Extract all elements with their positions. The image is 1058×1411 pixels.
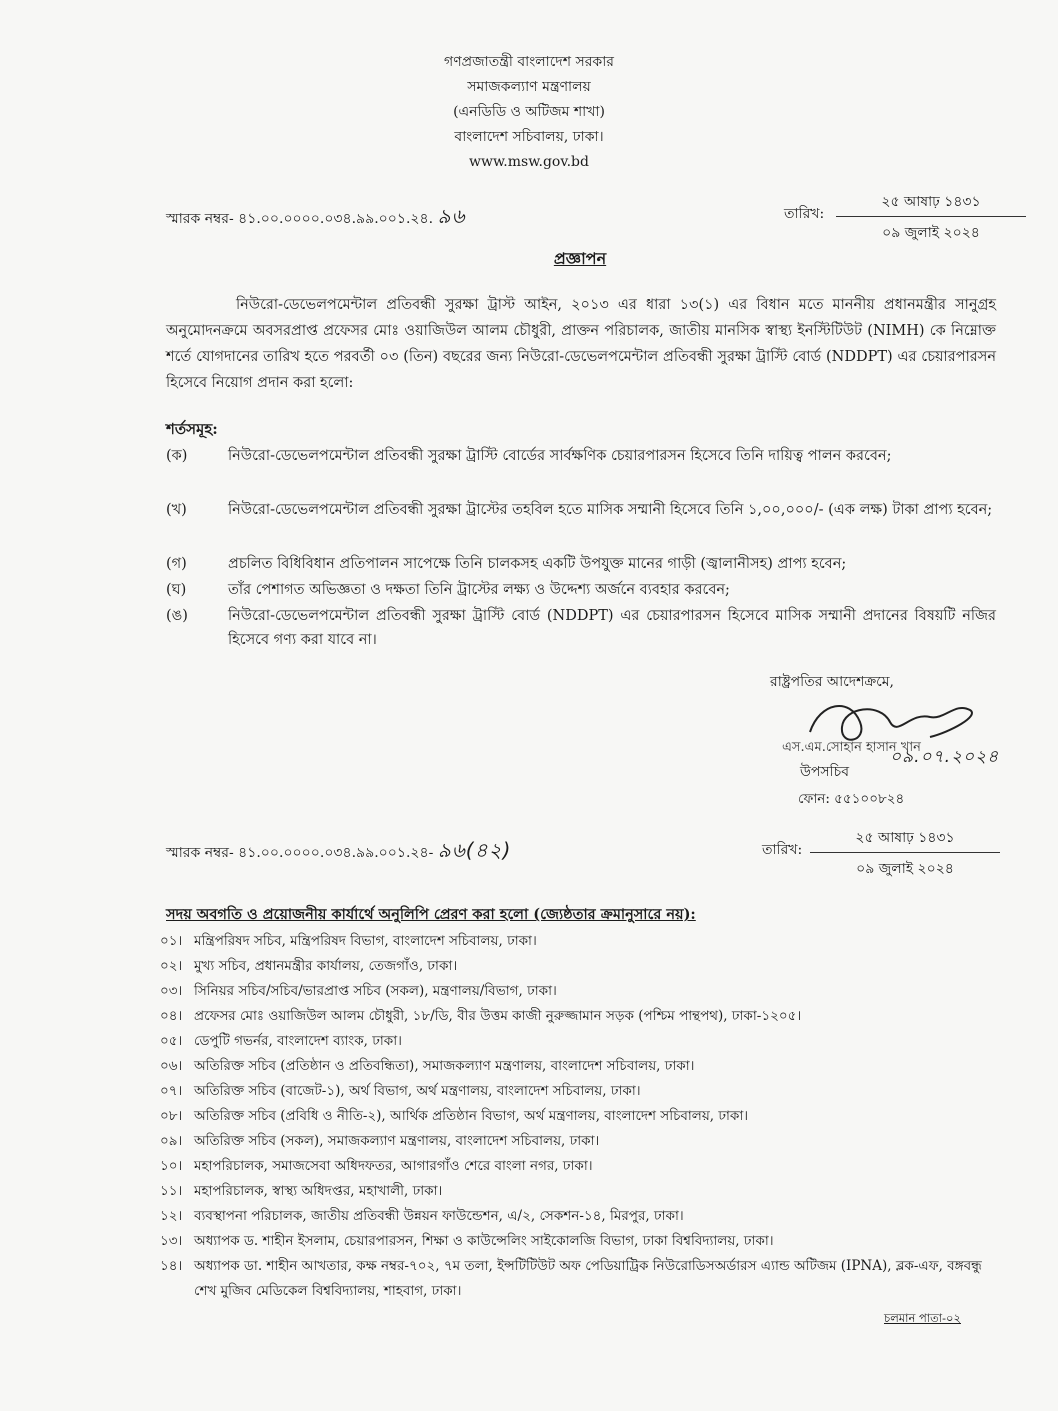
memo-date-2 [810,826,1000,881]
distribution-item [160,1254,990,1304]
distribution-item [160,1229,990,1254]
distribution-item [160,929,990,954]
condition-label: (ঘ) [166,582,187,598]
memo-ref-1-label: স্মারক নম্বর- ৪১.০০.০০০০.০৩৪.৯৯.০০১.২৪. [166,211,434,227]
condition-label: (গ) [166,556,187,572]
memo-ref-1-handwritten: ৯৬ [437,204,466,228]
distribution-text: মন্ত্রিপরিষদ সচিব, মন্ত্রিপরিষদ বিভাগ, বাংলাদেশ সচিবালয়, ঢাকা। [194,933,537,949]
continuation-note: চলমান পাতা-০২ [884,1311,961,1325]
distribution-item [160,1179,990,1204]
distribution-number: ০৩। [160,983,183,999]
memo-date-1-english: ০৯ জুলাই ২০২৪ [882,225,980,241]
distribution-number: ১০। [160,1158,183,1174]
distribution-text: অধ্যাপক ডা. শাহীন আখতার, কক্ষ নম্বর-৭০২, ৭ম তলা, ইন্সটিটিউট অফ পেডিয়াট্রিক নিউরোডিসঅর্ডারস এ্যান্ড অটিজম (IPNA), ব্লক-এফ, বঙ্গবন্ধু শেখ মুজিব মেডিকেল বিশ্ববিদ্যালয়, শাহবাগ, ঢাকা। [194,1258,982,1299]
distribution-text: ব্যবস্থাপনা পরিচালক, জাতীয় প্রতিবন্ধী উন্নয়ন ফাউন্ডেশন, এ/২, সেকশন-১৪, মিরপুর, ঢাকা। [194,1208,684,1224]
condition-label: (ক) [166,448,188,464]
condition-item [166,444,996,468]
distribution-list [160,929,990,1304]
header-website[interactable]: www.msw.gov.bd [469,154,589,170]
memo-date-1-label: তারিখ: [784,206,825,222]
condition-item [166,604,996,652]
distribution-number: ০২। [160,958,183,974]
condition-text: নিউরো-ডেভেলপমেন্টাল প্রতিবন্ধী সুরক্ষা ট্রাস্টি বোর্ডের সার্বক্ষণিক চেয়ারপারসন হিসেবে তিনি দায়িত্ব পালন করবেন; [228,448,892,464]
memo-date-2-english: ০৯ জুলাই ২০২৪ [856,861,954,877]
distribution-item [160,1079,990,1104]
distribution-text: মুখ্য সচিব, প্রধানমন্ত্রীর কার্যালয়, তেজগাঁও, ঢাকা। [194,958,458,974]
distribution-number: ০৮। [160,1108,183,1124]
header-government: গণপ্রজাতন্ত্রী বাংলাদেশ সরকার [444,54,614,70]
distribution-item [160,1104,990,1129]
distribution-text: অতিরিক্ত সচিব (প্রতিষ্ঠান ও প্রতিবন্ধিতা), সমাজকল্যাণ মন্ত্রণালয়, বাংলাদেশ সচিবালয়, ঢাকা। [194,1058,695,1074]
distribution-text: মহাপরিচালক, সমাজসেবা অধিদফতর, আগারগাঁও শেরে বাংলা নগর, ঢাকা। [194,1158,593,1174]
memo-ref-1 [166,202,466,235]
body-paragraph: নিউরো-ডেভেলপমেন্টাল প্রতিবন্ধী সুরক্ষা ট্রাস্ট আইন, ২০১৩ এর ধারা ১৩(১) এর বিধান মতে মাননীয় প্রধানমন্ত্রীর সানুগ্রহ অনুমোদনক্রমে অবসরপ্রাপ্ত প্রফেসর মোঃ ওয়াজিউল আলম চৌধুরী, প্রাক্তন পরিচালক, জাতীয় মানসিক স্বাস্থ্য ইনস্টিটিউট (NIMH) কে নিম্নোক্ত শর্তে যোগদানের তারিখ হতে পরবর্তী ০৩ (তিন) বছরের জন্য নিউরো-ডেভেলপমেন্টাল প্রতিবন্ধী সুরক্ষা ট্রাস্টি বোর্ড (NDDPT) এর চেয়ারপারসন হিসেবে নিয়োগ প্রদান করা হলো: [166,297,996,391]
distribution-number: ১১। [160,1183,183,1199]
signatory-name: এস.এম.সোহান হাসান খান [782,740,921,755]
memo-date-2-bangla: ২৫ আষাঢ় ১৪৩১ [855,830,955,846]
distribution-item [160,979,990,1004]
header-branch: (এনডিডি ও অটিজম শাখা) [453,104,605,120]
distribution-text: অতিরিক্ত সচিব (বাজেট-১), অর্থ বিভাগ, অর্থ মন্ত্রণালয়, বাংলাদেশ সচিবালয়, ঢাকা। [194,1083,641,1099]
order-line: রাষ্ট্রপতির আদেশক্রমে, [770,674,894,690]
condition-item [166,498,996,522]
condition-item [166,552,996,576]
distribution-number: ০৬। [160,1058,183,1074]
condition-text: নিউরো-ডেভেলপমেন্টাল প্রতিবন্ধী সুরক্ষা ট্রাস্টি বোর্ড (NDDPT) এর চেয়ারপারসন হিসেবে মাসিক সম্মানী প্রদানের বিষয়টি নজির হিসেবে গণ্য করা যাবে না। [228,608,996,648]
distribution-number: ০৪। [160,1008,183,1024]
distribution-item [160,1154,990,1179]
memo-ref-2 [166,836,511,869]
header-address: বাংলাদেশ সচিবালয়, ঢাকা। [454,129,604,145]
distribution-text: অতিরিক্ত সচিব (সকল), সমাজকল্যাণ মন্ত্রণালয়, বাংলাদেশ সচিবালয়, ঢাকা। [194,1133,600,1149]
distribution-text: অধ্যাপক ড. শাহীন ইসলাম, চেয়ারপারসন, শিক্ষা ও কাউন্সেলিং সাইকোলজি বিভাগ, ঢাকা বিশ্ববিদ্যালয়, ঢাকা। [194,1233,774,1249]
memo-date-1 [836,190,1026,245]
condition-label: (ঙ) [166,608,188,624]
memo-ref-2-handwritten: ৯৬(৪২) [437,838,512,862]
header-ministry: সমাজকল্যাণ মন্ত্রণালয় [467,79,591,95]
distribution-item [160,1129,990,1154]
memo-date-2-label: তারিখ: [762,842,803,858]
condition-text: প্রচলিত বিধিবিধান প্রতিপালন সাপেক্ষে তিনি চালকসহ একটি উপযুক্ত মানের গাড়ী (জ্বালানীসহ) প্রাপ্য হবেন; [228,556,847,572]
date-divider [836,216,1026,217]
distribution-number: ১৩। [160,1233,183,1249]
memo-ref-2-label: স্মারক নম্বর- ৪১.০০.০০০০.০৩৪.৯৯.০০১.২৪- [166,845,434,861]
distribution-number: ০৫। [160,1033,183,1049]
distribution-text: সিনিয়র সচিব/সচিব/ভারপ্রাপ্ত সচিব (সকল), মন্ত্রণালয়/বিভাগ, ঢাকা। [194,983,557,999]
distribution-text: ডেপুটি গভর্নর, বাংলাদেশ ব্যাংক, ঢাকা। [194,1033,402,1049]
distribution-item [160,1004,990,1029]
distribution-number: ১৪। [160,1258,183,1274]
distribution-item [160,1054,990,1079]
conditions-heading: শর্তসমূহ: [166,420,218,438]
distribution-number: ০৭। [160,1083,183,1099]
distribution-text: অতিরিক্ত সচিব (প্রবিধি ও নীতি-২), আর্থিক প্রতিষ্ঠান বিভাগ, অর্থ মন্ত্রণালয়, বাংলাদেশ সচিবালয়, ঢাকা। [194,1108,749,1124]
distribution-number: ১২। [160,1208,183,1224]
condition-label: (খ) [166,502,187,518]
condition-item [166,578,996,602]
distribution-text: প্রফেসর মোঃ ওয়াজিউল আলম চৌধুরী, ১৮/ডি, বীর উত্তম কাজী নুরুজ্জামান সড়ক (পশ্চিম পান্থপথ), ঢাকা-১২০৫। [194,1008,802,1024]
date-divider [810,852,1000,853]
signatory-designation: উপসচিব [800,764,850,780]
condition-text: নিউরো-ডেভেলপমেন্টাল প্রতিবন্ধী সুরক্ষা ট্রাস্টের তহবিল হতে মাসিক সম্মানী হিসেবে তিনি ১,০০,০০০/- (এক লক্ষ) টাকা প্রাপ্য হবেন; [228,502,993,518]
signature-stroke [810,706,972,740]
signatory-phone: ফোন: ৫৫১০০৮২৪ [798,791,905,807]
distribution-number: ০১। [160,933,183,949]
distribution-number: ০৯। [160,1133,183,1149]
letterhead [0,50,1058,175]
distribution-item [160,954,990,979]
memo-date-1-bangla: ২৫ আষাঢ় ১৪৩১ [881,194,981,210]
distribution-item [160,1204,990,1229]
signature-date: ০৯.০৭.২০২৪ [890,747,1000,767]
distribution-item [160,1029,990,1054]
distribution-text: মহাপরিচালক, স্বাস্থ্য অধিদপ্তর, মহাখালী, ঢাকা। [194,1183,443,1199]
condition-text: তাঁর পেশাগত অভিজ্ঞতা ও দক্ষতা তিনি ট্রাস্টের লক্ষ্য ও উদ্দেশ্য অর্জনে ব্যবহার করবেন; [228,582,730,598]
document-title: প্রজ্ঞাপন [553,249,607,268]
distribution-heading: সদয় অবগতি ও প্রয়োজনীয় কার্যার্থে অনুলিপি প্রেরণ করা হলো (জ্যেষ্ঠতার ক্রমানুসারে নয়): [166,906,696,923]
